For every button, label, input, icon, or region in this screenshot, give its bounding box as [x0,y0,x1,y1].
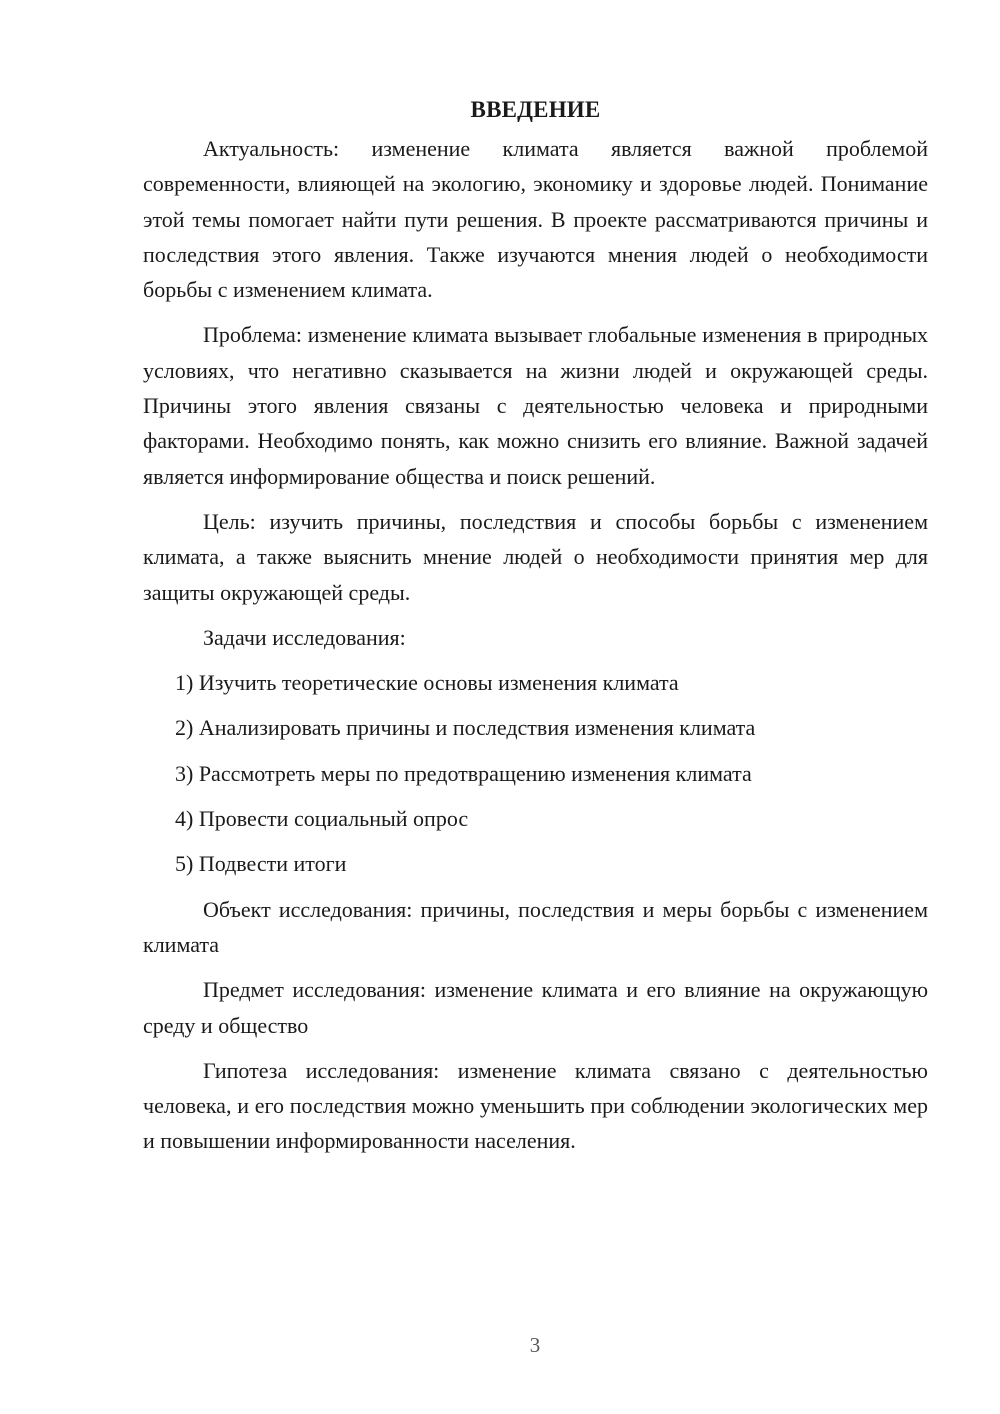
relevance-paragraph: Актуальность: изменение климата является важной проблемой современности, влияющей на экологию, экономику и здоровье людей. Понимание этой темы помогает найти пути решения. В проекте рассматриваются причины и последствия этого явления. Также изучаются мнения людей о необходимости борьбы с изменением климата. [143,136,928,303]
task-item: 3) Рассмотреть меры по предотвращению изменения климата [175,760,752,786]
task-item: 5) Подвести итоги [175,851,347,877]
document-title: ВВЕДЕНИЕ [470,97,601,122]
page-number: 3 [529,1333,541,1357]
object-paragraph: Объект исследования: причины, последствия и меры борьбы с изменением климата [143,896,928,957]
goal-paragraph: Цель: изучить причины, последствия и способы борьбы с изменением климата, а также выяснить мнение людей о необходимости принятия мер для защиты окружающей среды. [143,508,928,605]
hypothesis-paragraph: Гипотеза исследования: изменение климата связано с деятельностью человека, и его последствия можно уменьшить при соблюдении экологических мер и повышении информированности населения. [143,1057,928,1154]
task-item: 4) Провести социальный опрос [175,806,469,832]
tasks-list [143,665,928,881]
subject-paragraph: Предмет исследования: изменение климата и его влияние на окружающую среду и общество [143,977,928,1038]
task-item: 1) Изучить теоретические основы изменения климата [175,670,679,696]
problem-paragraph: Проблема: изменение климата вызывает глобальные изменения в природных условиях, что негативно сказывается на жизни людей и окружающей среды. Причины этого явления связаны с деятельностью человека и природными факторами. Необходимо понять, как можно снизить его влияние. Важной задачей является информирование общества и поиск решений. [143,322,928,489]
document-page [143,92,928,1169]
task-item: 2) Анализировать причины и последствия изменения климата [175,715,756,741]
tasks-heading: Задачи исследования: [203,624,406,650]
